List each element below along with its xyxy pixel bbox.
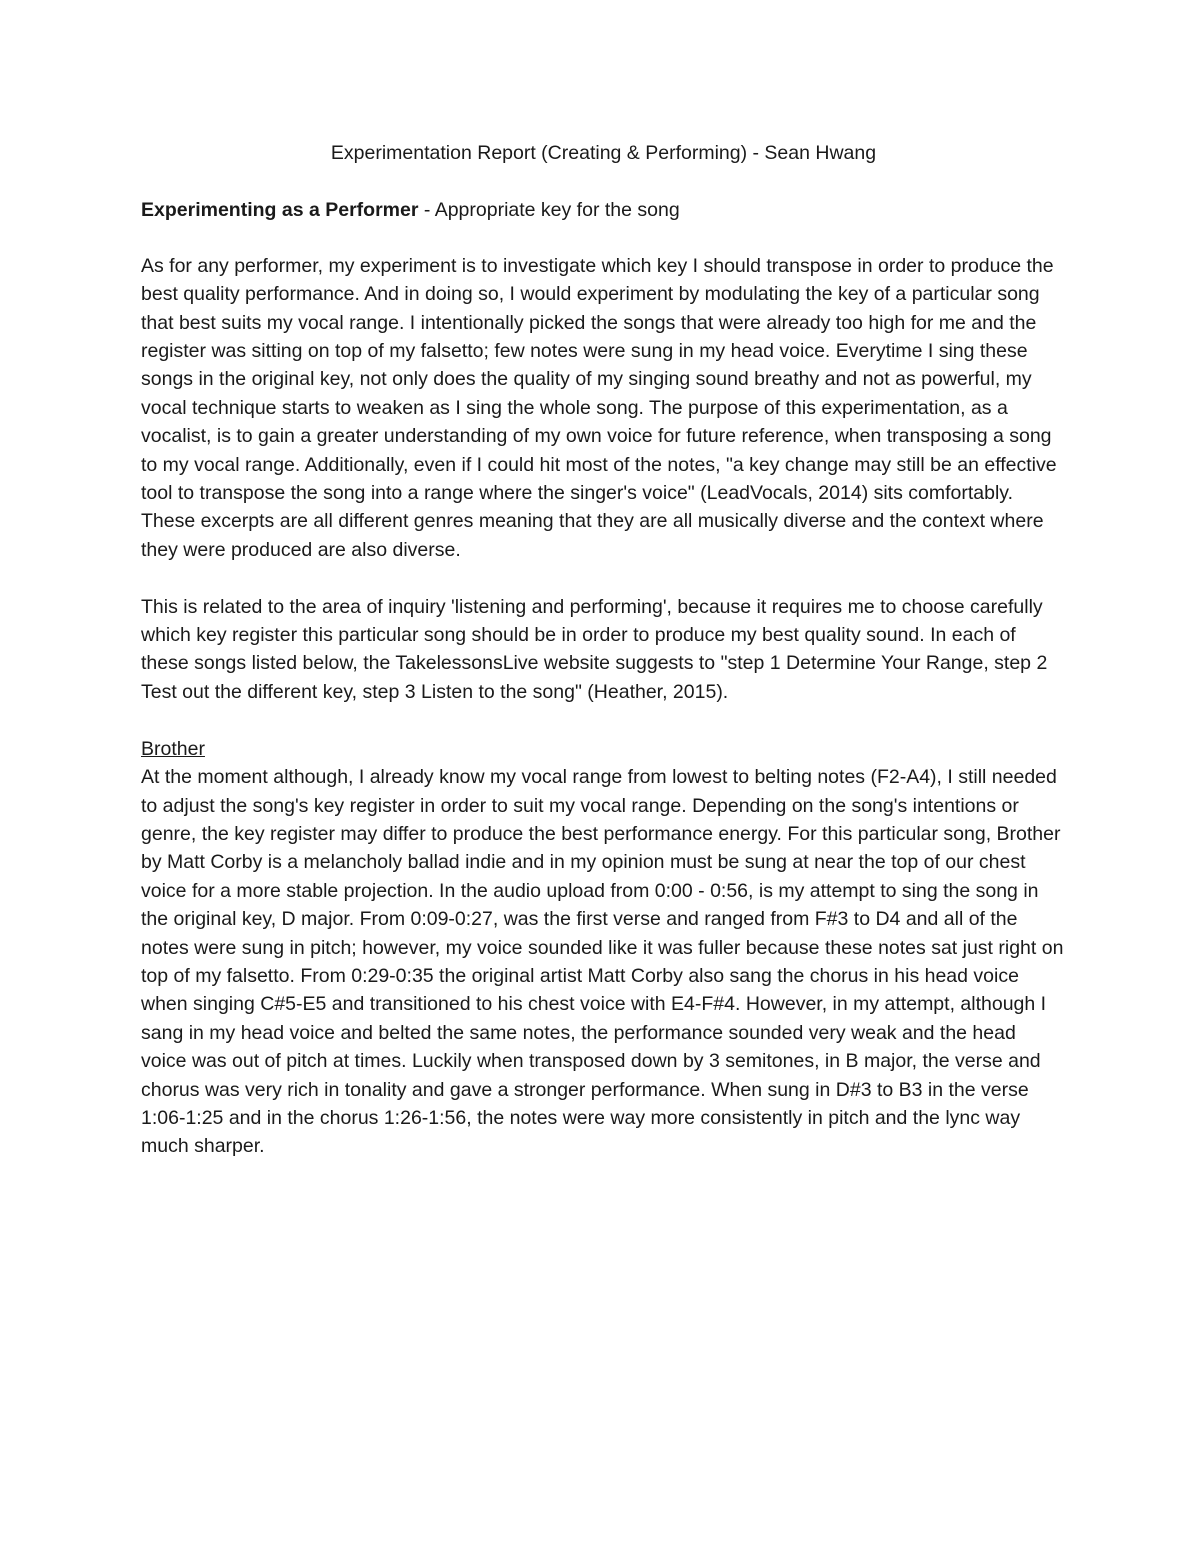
song-section	[141, 735, 1066, 1161]
paragraph-inquiry: This is related to the area of inquiry 'listening and performing', because it requires me to choose carefully which key register this particular song should be in order to produce my best quality sound. In each of these songs listed below, the TakelessonsLive website suggests to "step 1 Determine Your Range, step 2 Test out the different key, step 3 Listen to the song" (Heather, 2015).	[141, 595, 1048, 703]
song-section-title: Brother	[141, 737, 205, 760]
section-heading	[141, 196, 1066, 224]
document-title: Experimentation Report (Creating & Performing) - Sean Hwang	[330, 142, 877, 164]
song-section-body: At the moment although, I already know my vocal range from lowest to belting notes (F2-A4), I still needed to adjust the song's key register in order to suit my vocal range. Depending on the song's intentions or genre, the key register may differ to produce the best performance energy. For this particular song, Brother by Matt Corby is a melancholy ballad indie and in my opinion must be sung at near the top of our chest voice for a more stable projection. In the audio upload from 0:00 - 0:56, is my attempt to sing the song in the original key, D major. From 0:09-0:27, was the first verse and ranged from F#3 to D4 and all of the notes were sung in pitch; however, my voice sounded like it was fuller because these notes sat just right on top of my falsetto. From 0:29-0:35 the original artist Matt Corby also sang the chorus in his head voice when singing C#5-E5 and transitioned to his chest voice with E4-F#4. However, in my attempt, although I sang in my head voice and belted the same notes, the performance sounded very weak and the head voice was out of pitch at times. Luckily when transposed down by 3 semitones, in B major, the verse and chorus was very rich in tonality and gave a stronger performance. When sung in D#3 to B3 in the verse 1:06-1:25 and in the chorus 1:26-1:56, the notes were way more consistently in pitch and the lync way much sharper.	[141, 766, 1064, 1158]
section-heading-bold: Experimenting as a Performer	[141, 199, 419, 222]
paragraph-intro: As for any performer, my experiment is to investigate which key I should transpose in order to produce the best quality performance. And in doing so, I would experiment by modulating the key of a particular song that best suits my vocal range. I intentionally picked the songs that were already too high for me and the register was sitting on top of my falsetto; few notes were sung in my head voice. Everytime I sing these songs in the original key, not only does the quality of my singing sound breathy and not as powerful, my vocal technique starts to weaken as I sing the whole song. The purpose of this experimentation, as a vocalist, is to gain a greater understanding of my own voice for future reference, when transposing a song to my vocal range. Additionally, even if I could hit most of the notes, "a key change may still be an effective tool to transpose the song into a range where the singer's voice" (LeadVocals, 2014) sits comfortably. These excerpts are all different genres meaning that they are all musically diverse and the context where they were produced are also diverse.	[141, 254, 1057, 561]
document-body	[141, 139, 1066, 1189]
section-heading-rest: - Appropriate key for the song	[418, 199, 680, 222]
